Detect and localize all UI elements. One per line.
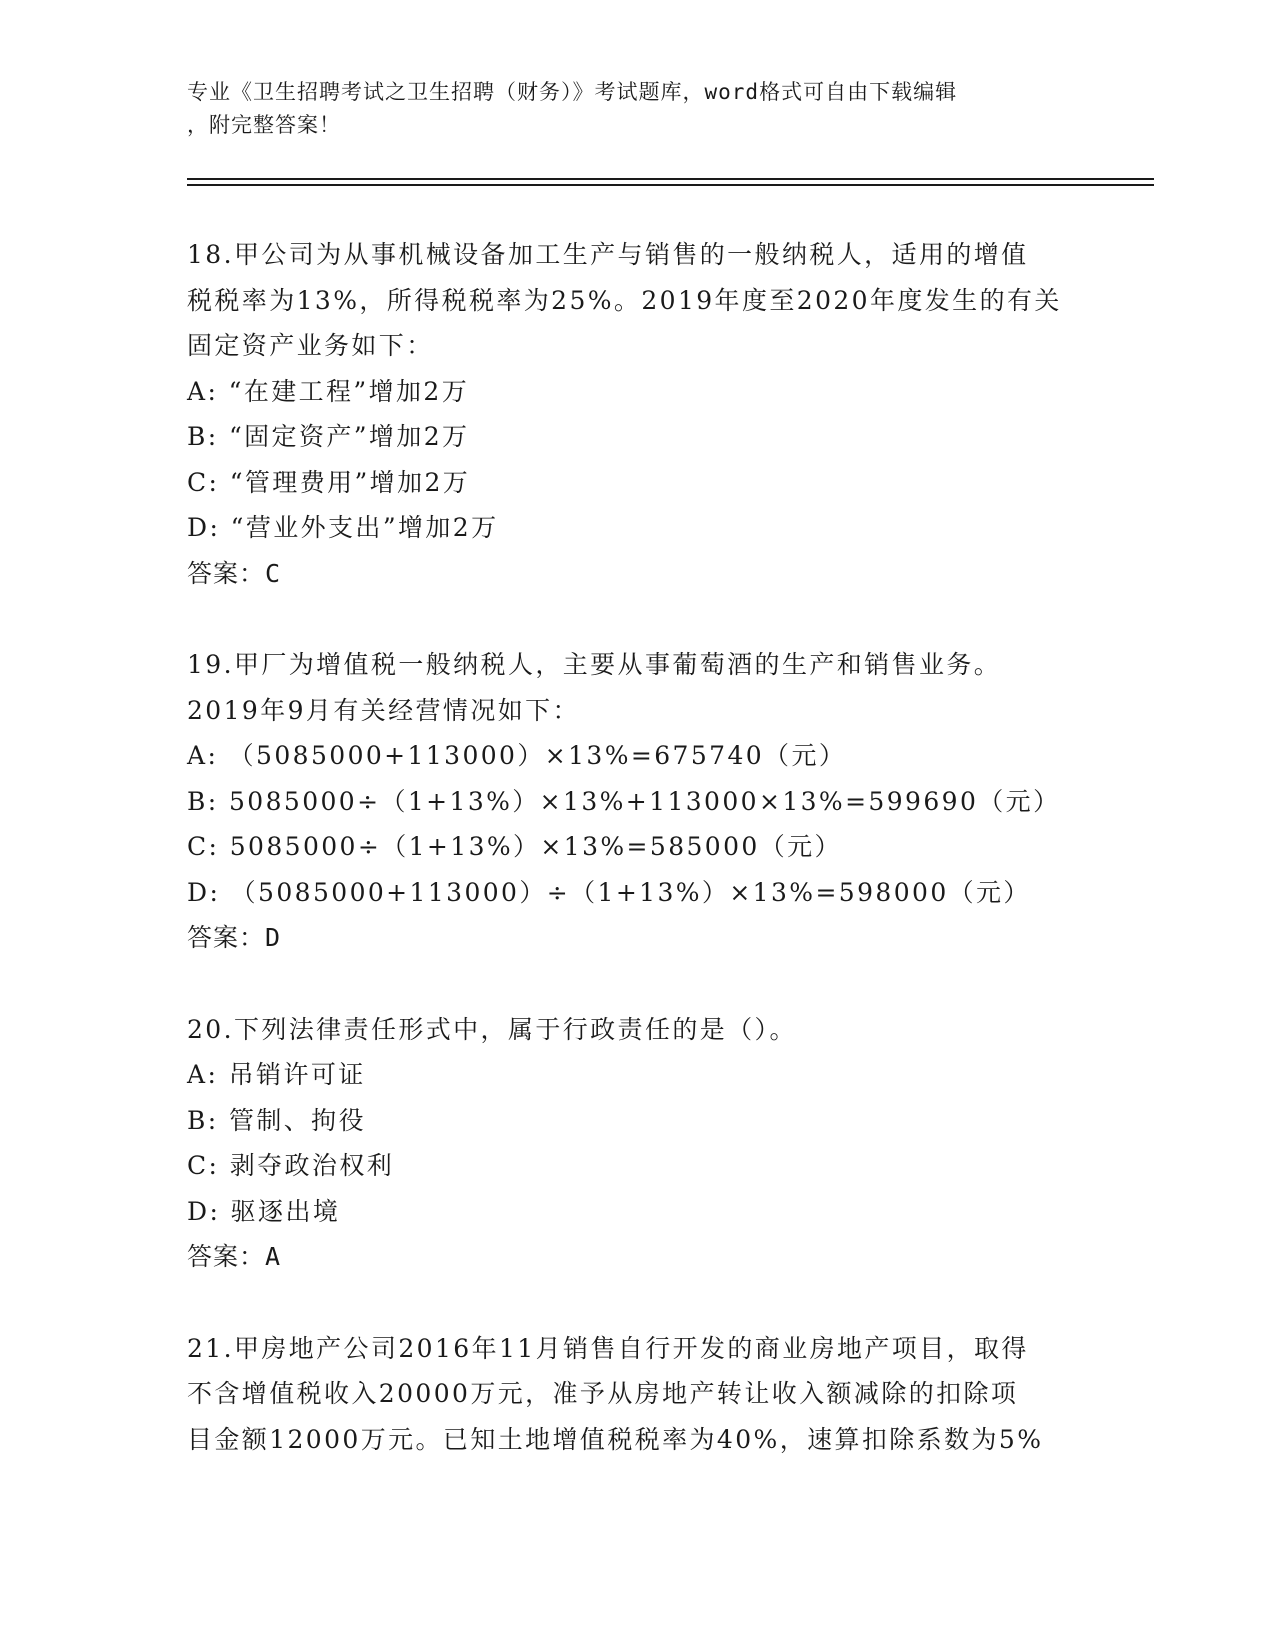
option-b	[187, 414, 1087, 460]
option-letter: B:	[187, 786, 219, 816]
option-letter: B:	[187, 422, 219, 451]
question-stem-line: 税税率为13%，所得税税率为25%。2019年度至2020年度发生的有关	[187, 285, 1062, 315]
option-c	[187, 460, 1087, 506]
option-text: 管制、拘役	[228, 1105, 366, 1135]
answer-line: 答案：D	[187, 923, 282, 952]
question-stem-line: 固定资产业务如下：	[187, 331, 434, 360]
option-b	[187, 1098, 1087, 1144]
option-text: 5085000÷（1+13%）×13%=585000（元）	[229, 832, 842, 861]
option-text: 剥夺政治权利	[229, 1151, 395, 1180]
question-stem-line: 2019年9月有关经营情况如下：	[187, 695, 580, 725]
question-list	[187, 232, 1087, 1508]
option-d	[187, 505, 1087, 551]
option-text: 吊销许可证	[228, 1060, 366, 1089]
option-text: “在建工程”增加2万	[228, 376, 470, 406]
option-letter: A:	[187, 376, 219, 406]
option-letter: B:	[187, 1105, 219, 1135]
option-text: “固定资产”增加2万	[228, 422, 470, 451]
option-letter: C:	[187, 467, 220, 497]
question-stem-line: 目金额12000万元。已知土地增值税税率为40%，速算扣除系数为5%	[187, 1424, 1044, 1454]
option-b	[187, 779, 1087, 825]
option-text: “营业外支出”增加2万	[230, 513, 499, 542]
option-a	[187, 733, 1087, 779]
header-line-1: 专业《卫生招聘考试之卫生招聘（财务）》考试题库，word格式可自由下载编辑	[187, 80, 958, 104]
option-letter: D:	[187, 513, 221, 542]
option-text: 驱逐出境	[230, 1196, 341, 1226]
option-d	[187, 1189, 1087, 1235]
option-a	[187, 1052, 1087, 1098]
question-20	[187, 1007, 1087, 1280]
question-stem-line: 18.甲公司为从事机械设备加工生产与销售的一般纳税人，适用的增值	[187, 240, 1029, 269]
option-c	[187, 1143, 1087, 1189]
option-letter: A:	[187, 1060, 219, 1089]
question-stem-line: 20.下列法律责任形式中，属于行政责任的是（）。	[187, 1014, 797, 1044]
option-a	[187, 369, 1087, 415]
option-letter: C:	[187, 1151, 220, 1180]
option-text: （5085000+113000）×13%=675740（元）	[228, 741, 847, 770]
option-c	[187, 824, 1087, 870]
question-stem-line: 21.甲房地产公司2016年11月销售自行开发的商业房地产项目，取得	[187, 1333, 1029, 1363]
option-text: （5085000+113000）÷（1+13%）×13%=598000（元）	[230, 877, 1031, 907]
header-divider-top	[187, 178, 1154, 180]
option-d	[187, 870, 1087, 916]
question-stem-line: 不含增值税收入20000万元，准予从房地产转让收入额减除的扣除项	[187, 1379, 1019, 1408]
option-letter: A:	[187, 741, 219, 770]
question-stem-line: 19.甲厂为增值税一般纳税人，主要从事葡萄酒的生产和销售业务。	[187, 650, 1002, 679]
header-divider-bottom	[187, 184, 1154, 186]
answer-line: 答案：C	[187, 558, 282, 588]
option-letter: D:	[187, 1196, 221, 1226]
option-letter: D:	[187, 877, 221, 907]
question-21	[187, 1326, 1087, 1463]
option-text: 5085000÷（1+13%）×13%+113000×13%=599690（元）	[228, 786, 1061, 816]
question-19	[187, 642, 1087, 961]
answer-line: 答案：A	[187, 1242, 282, 1271]
header-line-2: ，附完整答案！	[187, 113, 341, 137]
option-letter: C:	[187, 832, 220, 861]
document-header	[187, 76, 1067, 142]
option-text: “管理费用”增加2万	[229, 467, 471, 497]
question-18	[187, 232, 1087, 596]
